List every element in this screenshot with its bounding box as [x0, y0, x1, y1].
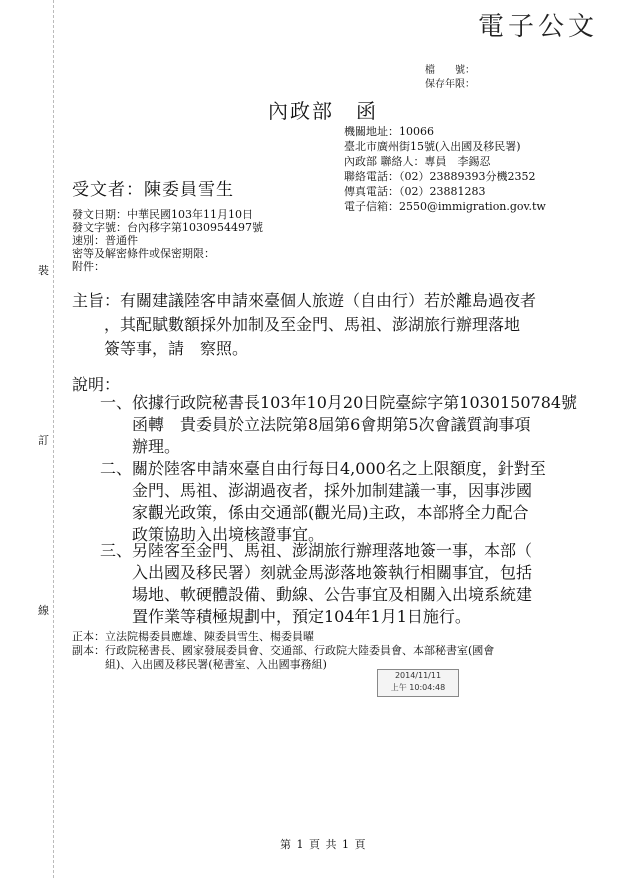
item-line: 一、依據行政院秘書長103年10月20日院臺綜字第1030150784號	[100, 393, 578, 412]
subject-line: 主旨：有關建議陸客申請來臺個人旅遊（自由行）若於離島過夜者	[72, 291, 537, 310]
subject-line: 簽等事，請 察照。	[72, 339, 249, 358]
cc-copy-line: 副本：行政院秘書長、國家發展委員會、交通部、行政院大陸委員會、本部秘書室(國會	[72, 644, 495, 657]
item-line: 辦理。	[100, 437, 181, 456]
file-number-label: 檔 號：	[425, 65, 475, 76]
agency-address: 機關地址：10066	[344, 125, 434, 138]
cc-copy-line: 組)、入出國及移民署(秘書室、入出國事務組)	[72, 658, 327, 671]
explanation-item-3	[100, 540, 532, 628]
datestamp-time: 上午 10:04:48	[390, 683, 446, 692]
agency-contact: 內政部 聯絡人：專員 李錫忍	[344, 155, 491, 168]
issue-date: 發文日期：中華民國103年11月10日	[72, 208, 253, 221]
item-line: 函轉 貴委員於立法院第8屆第6會期第5次會議質詢事項	[100, 415, 531, 434]
agency-phone: 聯絡電話：（02）23889393分機2352	[344, 170, 536, 183]
subject-line: ，其配賦數額採外加制及至金門、馬祖、澎湖旅行辦理落地	[72, 315, 521, 334]
issue-info	[72, 208, 263, 273]
explanation-item-1	[100, 392, 577, 458]
item-line: 家觀光政策，係由交通部(觀光局)主政，本部將全力配合	[100, 503, 529, 522]
document-title: 內政部 函	[268, 99, 378, 123]
item-line: 金門、馬祖、澎湖過夜者，採外加制建議一事，因事涉國	[100, 481, 533, 500]
cc-main: 正本：立法院楊委員應雄、陳委員雪生、楊委員曜	[72, 630, 314, 643]
binding-guide-line	[53, 0, 54, 878]
received-datestamp	[377, 669, 459, 697]
binding-mark-bottom: 線	[38, 604, 49, 617]
issue-speed: 速別：普通件	[72, 234, 138, 247]
agency-address-detail: 臺北市廣州街15號(入出國及移民署)	[344, 140, 521, 153]
binding-mark-top: 裝	[38, 264, 49, 277]
agency-fax: 傳真電話：（02）23881283	[344, 185, 486, 198]
item-line: 入出國及移民署）刻就金馬澎落地簽執行相關事宜，包括	[100, 563, 533, 582]
datestamp-date: 2014/11/11	[394, 671, 442, 680]
item-line: 三、另陸客至金門、馬祖、澎湖旅行辦理落地簽一事，本部（	[100, 541, 533, 560]
binding-mark-middle: 訂	[38, 434, 49, 447]
item-line: 場地、軟硬體設備、動線、公告事宜及相關入出境系統建	[100, 585, 533, 604]
issue-secrecy: 密等及解密條件或保密期限：	[72, 247, 215, 260]
agency-info	[344, 124, 546, 214]
explanation-item-2	[100, 458, 546, 546]
item-line: 二、關於陸客申請來臺自由行每日4,000名之上限額度，針對至	[100, 459, 546, 478]
agency-email: 電子信箱：2550@immigration.gov.tw	[344, 200, 546, 213]
page-number: 第 1 頁 共 1 頁	[280, 838, 367, 851]
item-line: 置作業等積極規劃中，預定104年1月1日施行。	[100, 607, 471, 626]
issue-attachment: 附件：	[72, 260, 105, 273]
issue-number: 發文字號：台內移字第1030954497號	[72, 221, 263, 234]
explanation-label: 說明：	[72, 375, 121, 394]
retention-label: 保存年限：	[425, 79, 475, 90]
recipient: 受文者：陳委員雪生	[72, 180, 234, 200]
distribution-list	[72, 630, 494, 672]
item-line: 政策協助入出境核證事宜。	[100, 525, 325, 544]
electronic-document-stamp: 電子公文	[478, 12, 599, 42]
subject	[72, 289, 592, 361]
